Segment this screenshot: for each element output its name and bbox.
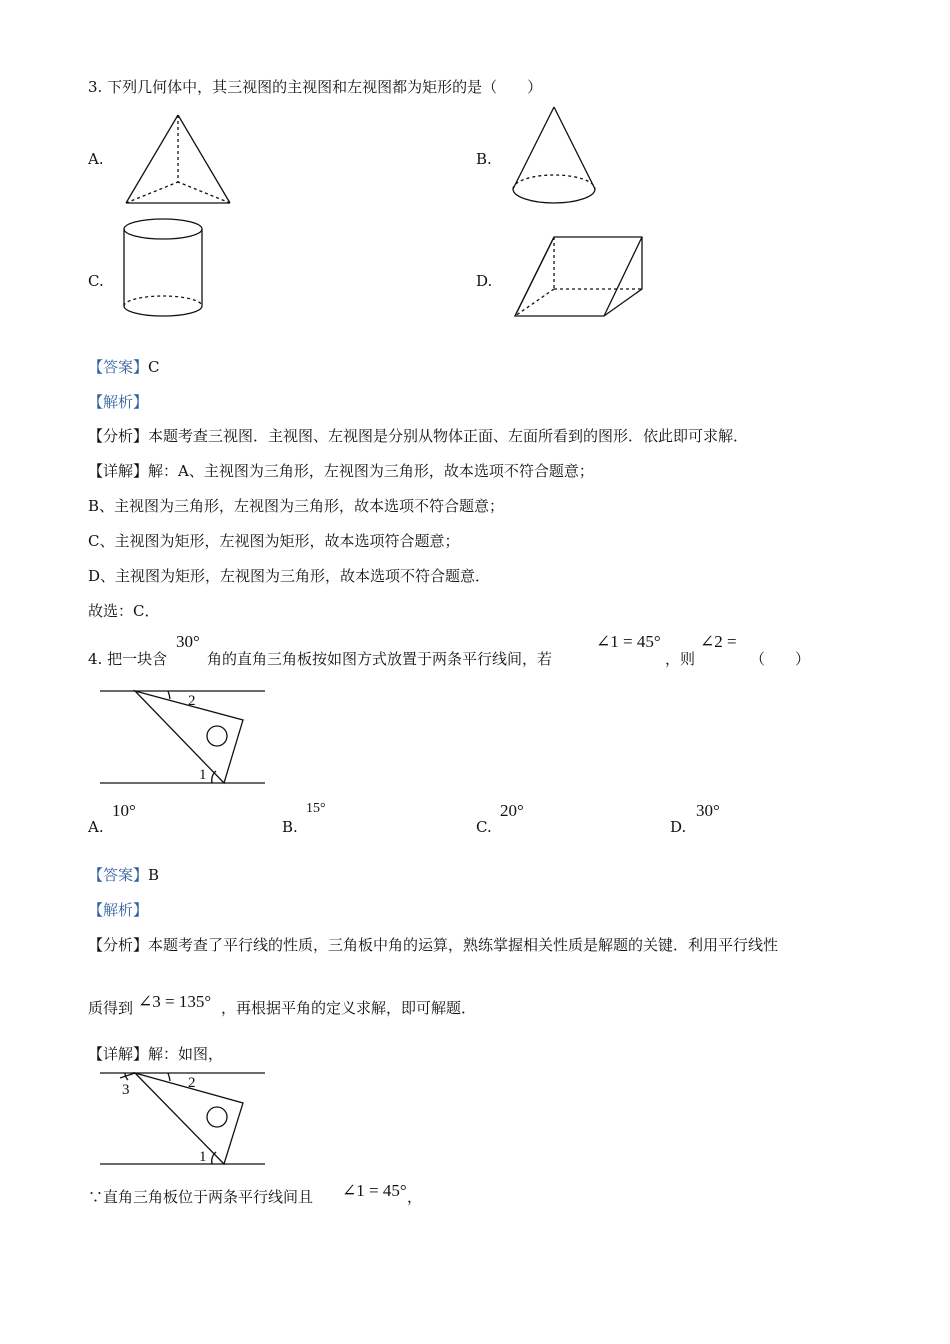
pyramid-shape: [126, 115, 230, 203]
cone-shape: [513, 107, 595, 203]
triangle-ruler-figure: [100, 691, 265, 783]
q4-fenxi: 【分析】本题考查了平行线的性质，三角板中角的运算，熟练掌握相关性质是解题的关键．利用平行线性: [88, 936, 779, 954]
q3-conclusion: 故选：C．: [88, 602, 160, 620]
q4-angle-1: ∠1 = 45°: [596, 632, 661, 651]
q4-option-c-value: 20°: [500, 801, 524, 820]
fig2-label-1: 1: [199, 1149, 207, 1165]
q3-stem: 3. 下列几何体中，其三视图的主视图和左视图都为矩形的是（ ）: [88, 78, 543, 96]
q3-analysis-tag: 【解析】: [88, 393, 149, 411]
q4-stem-3: ，则: [665, 650, 696, 668]
q4-option-a-value: 10°: [112, 801, 136, 820]
q4-option-c-label: C.: [476, 818, 492, 836]
q4-fenxi-2-start: 质得到: [88, 999, 134, 1017]
q3-line-d: D、主视图为矩形，左视图为三角形，故本选项不符合题意．: [88, 567, 491, 585]
q4-angle-2: ∠2 =: [700, 632, 737, 651]
q3-line-c: C、主视图为矩形，左视图为矩形，故本选项符合题意；: [88, 532, 460, 550]
q4-analysis-tag: 【解析】: [88, 901, 149, 919]
q4-stem-1: 4. 把一块含: [88, 650, 168, 668]
q4-last-line-start: ∵直角三角板位于两条平行线间且: [88, 1188, 314, 1206]
q4-stem-2: 角的直角三角板按如图方式放置于两条平行线间，若: [207, 650, 553, 668]
q4-option-d-value: 30°: [696, 801, 720, 820]
q3-option-c-label: C.: [88, 272, 104, 290]
q4-angle-30: 30°: [176, 632, 200, 651]
q3-option-d-label: D.: [476, 272, 493, 290]
fig-label-2: 2: [188, 693, 196, 709]
fig-label-1: 1: [199, 767, 207, 783]
q3-line-b: B、主视图为三角形，左视图为三角形，故本选项不符合题意；: [88, 497, 505, 515]
fig2-label-3: 3: [122, 1082, 130, 1098]
q4-option-b-value: 15°: [306, 801, 326, 816]
q4-last-angle: ∠1 = 45°: [342, 1181, 407, 1200]
q4-fenxi-2-end: ，再根据平角的定义求解，即可解题．: [221, 999, 477, 1017]
q4-xiangjie: 【详解】解：如图，: [88, 1045, 224, 1063]
q3-xiangjie: 【详解】解：A、主视图为三角形，左视图为三角形，故本选项不符合题意；: [88, 462, 594, 480]
q3-option-a-label: A.: [88, 150, 104, 168]
cylinder-shape: [124, 219, 202, 316]
q4-last-line-end: ，: [407, 1188, 423, 1206]
q4-angle-3: ∠3 = 135°: [138, 992, 212, 1011]
q4-option-d-label: D.: [670, 818, 687, 836]
q4-option-b-label: B.: [282, 818, 298, 836]
q4-option-a-label: A.: [88, 818, 104, 836]
q4-answer: 【答案】B: [88, 866, 160, 884]
triangle-ruler-figure-2: [100, 1073, 265, 1165]
q3-answer: 【答案】C: [88, 358, 160, 376]
q4-stem-4: （ ）: [750, 650, 811, 668]
fig2-label-2: 2: [188, 1075, 196, 1091]
q3-option-b-label: B.: [476, 150, 492, 168]
q3-fenxi: 【分析】本题考查三视图．主视图、左视图是分别从物体正面、左面所看到的图形．依此即可求解．: [88, 427, 749, 445]
prism-shape: [515, 237, 642, 316]
